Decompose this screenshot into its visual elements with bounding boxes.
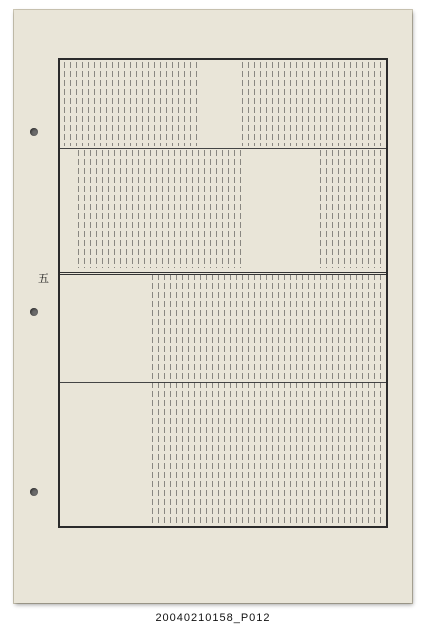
text-line (230, 274, 231, 524)
text-line (176, 274, 177, 524)
text-line (284, 274, 285, 524)
text-line (374, 150, 375, 268)
text-line (248, 274, 249, 524)
text-line (278, 62, 279, 146)
text-line (326, 274, 327, 524)
text-line (64, 62, 65, 146)
text-line (166, 62, 167, 146)
text-line (192, 150, 193, 268)
article-middle-left (62, 150, 246, 268)
text-line (168, 150, 169, 268)
text-line (100, 62, 101, 146)
text-line (196, 62, 197, 146)
text-line (308, 62, 309, 146)
text-line (228, 150, 229, 268)
text-line (200, 274, 201, 524)
text-line (296, 62, 297, 146)
text-line (84, 150, 85, 268)
text-line (148, 62, 149, 146)
text-line (132, 150, 133, 268)
text-line (180, 150, 181, 268)
text-line (158, 274, 159, 524)
text-line (362, 150, 363, 268)
text-line (350, 62, 351, 146)
image-caption: 20040210158_P012 (155, 612, 271, 624)
page-number: 五 (38, 272, 49, 285)
text-line (338, 62, 339, 146)
text-line (240, 150, 241, 268)
text-line (290, 62, 291, 146)
text-line (152, 274, 153, 524)
text-line (218, 274, 219, 524)
text-line (172, 62, 173, 146)
text-line (212, 274, 213, 524)
text-line (224, 274, 225, 524)
text-line (272, 62, 273, 146)
text-line (142, 62, 143, 146)
text-line (368, 274, 369, 524)
text-line (290, 274, 291, 524)
text-line (266, 62, 267, 146)
text-line (254, 62, 255, 146)
text-line (126, 150, 127, 268)
text-line (120, 150, 121, 268)
text-line (266, 274, 267, 524)
text-line (248, 62, 249, 146)
section-divider (60, 148, 386, 149)
text-line (332, 150, 333, 268)
text-line (356, 274, 357, 524)
text-line (332, 62, 333, 146)
binding-hole (30, 308, 38, 316)
text-line (242, 274, 243, 524)
text-line (284, 62, 285, 146)
text-line (368, 150, 369, 268)
text-line (314, 62, 315, 146)
text-line (182, 274, 183, 524)
text-line (136, 62, 137, 146)
text-line (112, 62, 113, 146)
text-line (70, 62, 71, 146)
text-line (164, 274, 165, 524)
text-line (356, 150, 357, 268)
text-line (188, 274, 189, 524)
text-line (106, 62, 107, 146)
text-line (76, 62, 77, 146)
text-line (138, 150, 139, 268)
text-line (102, 150, 103, 268)
text-line (368, 62, 369, 146)
text-line (314, 274, 315, 524)
text-line (326, 62, 327, 146)
text-line (114, 150, 115, 268)
text-line (190, 62, 191, 146)
text-line (302, 62, 303, 146)
text-line (380, 62, 381, 146)
text-line (380, 150, 381, 268)
text-line (186, 150, 187, 268)
text-line (344, 150, 345, 268)
text-line (174, 150, 175, 268)
text-line (338, 150, 339, 268)
text-line (242, 62, 243, 146)
text-line (156, 150, 157, 268)
text-line (296, 274, 297, 524)
text-line (94, 62, 95, 146)
text-line (374, 274, 375, 524)
text-line (184, 62, 185, 146)
text-line (260, 62, 261, 146)
text-line (272, 274, 273, 524)
text-line (160, 62, 161, 146)
text-line (344, 274, 345, 524)
text-line (170, 274, 171, 524)
text-line (88, 62, 89, 146)
text-line (362, 62, 363, 146)
text-line (216, 150, 217, 268)
text-line (320, 150, 321, 268)
text-line (82, 62, 83, 146)
text-line (90, 150, 91, 268)
text-line (350, 274, 351, 524)
text-line (198, 150, 199, 268)
text-line (308, 274, 309, 524)
text-line (194, 274, 195, 524)
text-line (78, 150, 79, 268)
text-line (374, 62, 375, 146)
text-line (130, 62, 131, 146)
text-line (150, 150, 151, 268)
text-line (222, 150, 223, 268)
text-line (154, 62, 155, 146)
article-top-left (62, 62, 202, 146)
scanned-page (14, 10, 412, 603)
text-line (326, 150, 327, 268)
text-line (206, 274, 207, 524)
text-line (178, 62, 179, 146)
text-line (332, 274, 333, 524)
text-line (380, 274, 381, 524)
text-line (338, 274, 339, 524)
text-line (356, 62, 357, 146)
text-line (350, 150, 351, 268)
text-line (278, 274, 279, 524)
text-line (210, 150, 211, 268)
article-bottom (62, 274, 386, 524)
binding-hole (30, 128, 38, 136)
text-line (162, 150, 163, 268)
text-line (108, 150, 109, 268)
text-line (362, 274, 363, 524)
text-line (124, 62, 125, 146)
text-line (118, 62, 119, 146)
text-line (204, 150, 205, 268)
text-line (320, 62, 321, 146)
text-line (96, 150, 97, 268)
text-line (254, 274, 255, 524)
text-line (236, 274, 237, 524)
text-line (302, 274, 303, 524)
text-line (320, 274, 321, 524)
article-middle-right (250, 150, 386, 268)
text-line (144, 150, 145, 268)
text-line (344, 62, 345, 146)
text-line (260, 274, 261, 524)
article-top-right (208, 62, 386, 146)
binding-hole (30, 488, 38, 496)
text-line (234, 150, 235, 268)
